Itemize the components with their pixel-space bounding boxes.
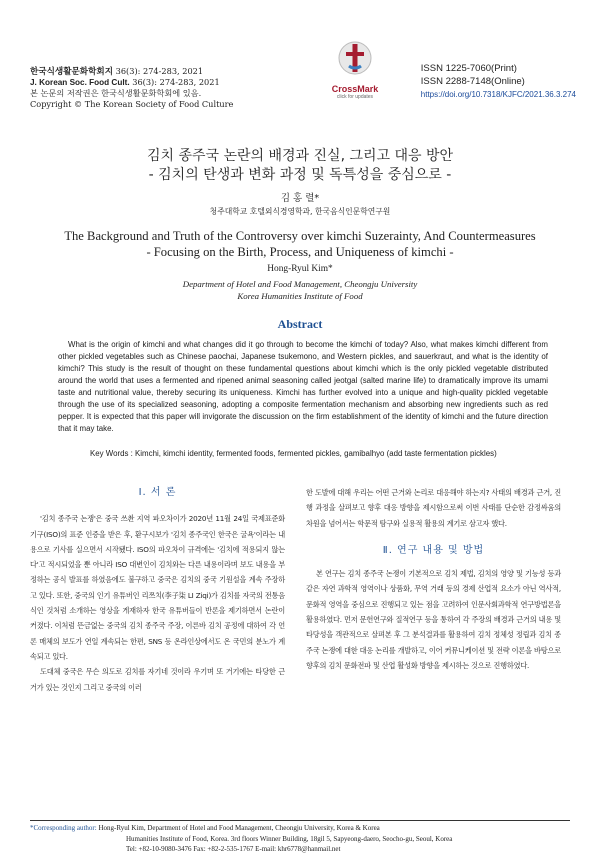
section-2-heading: Ⅱ. 연구 내용 및 방법 <box>382 544 485 556</box>
left-column <box>30 485 285 695</box>
section-1-heading: Ⅰ. 서 론 <box>138 487 177 498</box>
rights-notice: 본 논문의 저작권은 한국식생활문화학회에 있음. <box>30 88 202 99</box>
author-korean: 김 홍 렬* <box>280 193 320 204</box>
crossmark-label: CrossMark <box>331 84 379 94</box>
title-english-main: The Background and Truth of the Controversy over kimchi Suzerainty, And Countermeasures <box>64 229 536 243</box>
issn-online: ISSN 2288-7148(Online) <box>420 76 525 87</box>
title-korean-main: 김치 종주국 논란의 배경과 진실, 그리고 대응 방안 <box>146 148 454 164</box>
section-1-paragraph-3: 한 도발에 대해 우리는 어떤 근거와 논리로 대응해야 하는지? 사태의 배경과 근거, 진행 과정을 살펴보고 향후 대응 방향을 제시함으로써 이번 사태를 단순한 감정싸움의 차원을 넘어서는 학문적 탐구와 실용적 활용의 계기로 삼고자 했다. <box>306 488 561 528</box>
abstract-heading: Abstract <box>277 317 323 331</box>
section-2-paragraph-1: 본 연구는 김치 종주국 논쟁이 기본적으로 김치 제법, 김치의 영양 및 기능성 등과 같은 자연 과학적 영역이나 상품화, 무역 거래 등의 경제 산업적 요소가 아닌 역사적, 문화적 영역을 중심으로 진행되고 있는 점을 고려하여 인문사회과학적 연구방법론을 활용하였다. 먼저 문헌연구와 질적연구 등을 통하여 각 주장의 배경과 근거의 내용 및 타당성을 객관적으로 살펴본 후 그 분석결과를 활용하여 김치 정체성 정립과 김치 종주국 논쟁에 대한 대응 논리를 개발하고, 이어 커뮤니케이션 및 전략 이론을 바탕으로 향후의 김치 문화전파 및 산업 활성화 방향을 제시하는 것으로 진행하였다. <box>306 569 561 670</box>
doi-link[interactable]: https://doi.org/10.7318/KJFC/2021.36.3.274 <box>420 90 576 99</box>
affiliation-english <box>0 278 600 302</box>
keywords <box>90 449 550 458</box>
title-korean-sub: - 김치의 탄생과 변화 과정 및 독특성을 중심으로 - <box>148 167 452 183</box>
title-english <box>0 228 600 260</box>
issn-print: ISSN 1225-7060(Print) <box>420 63 517 74</box>
affiliation-korean: 청주대학교 호텔외식경영학과, 한국음식인문학연구원 <box>209 207 391 216</box>
volume-kor: 36(3): 274-283, 2021 <box>115 66 204 76</box>
abstract-body: What is the origin of kimchi and what changes did it go through to become the kimchi of today? Also, what makes kimchi different from other pickled vegetables such as Chinese paochai, Japanese tsukemono, and Western pickles, and sauerkraut, and what is the identity of kimchi? This study is the result of thought on these fundamental questions about kimchi which is the only pickled vegetable distributed around the world that uses a fermented and ripened animal seasoning called jeotgal (salted marine life) to dramatically improve its umami taste and nutritional value, thereby securing its uniqueness. Kimchi has further evolved into a unique and high-quality pickled vegetable through the use of its specialized seasoning, adopting a composite fermentation mechanism and absorbing new ingredients such as red pepper. It is expected that this paper will invigorate the discussion on the firm establishment of the identity of kimchi and the future direction that it may take. <box>58 340 548 434</box>
footnote-label: *Corresponding author: <box>30 824 97 832</box>
crossmark-icon <box>337 40 373 80</box>
section-1-paragraph-2: 도대체 중국은 무슨 의도로 김치를 자기네 것이라 우기며 또 거기에는 타당한 근거가 있는 것인지 그리고 중국의 이러 <box>30 667 285 692</box>
journal-info <box>30 66 233 109</box>
affiliation-english-2: Korea Humanities Institute of Food <box>237 291 363 301</box>
volume-en: 36(3): 274-283, 2021 <box>132 76 220 87</box>
footnote-line-2: Humanities Institute of Food, Korea. 3rd floors Winner Building, 18gil 5, Sapyeong-daero, Seocho-gu, Seoul, Korea <box>126 834 453 843</box>
journal-title-kor: 한국식생활문화학회지 <box>30 66 114 76</box>
footnote-line-3: Tel: +82-10-9080-3476 Fax: +82-2-535-1767 E-mail: khr6778@hanmail.net <box>126 845 341 853</box>
corresponding-author-footnote <box>30 820 570 855</box>
crossmark-sub: click for updates <box>336 94 374 100</box>
copyright-notice: Copyright © The Korean Society of Food Culture <box>30 98 234 109</box>
affiliation-english-1: Department of Hotel and Food Management, Cheongju University <box>182 279 418 289</box>
title-korean <box>0 147 600 185</box>
crossmark-badge[interactable] <box>328 40 382 100</box>
journal-title-en: J. Korean Soc. Food Cult. <box>30 77 130 87</box>
issn-block <box>421 62 576 101</box>
keywords-label: Key Words : <box>90 449 133 458</box>
footnote-line-1: Hong-Ryul Kim, Department of Hotel and Food Management, Cheongju University, Korea & Korea <box>98 824 380 832</box>
keywords-text: Kimchi, kimchi identity, fermented foods, fermented pickles, gamibalhyo (add taste fermentation pickles) <box>135 449 497 458</box>
title-english-sub: - Focusing on the Birth, Process, and Uniqueness of kimchi - <box>146 245 454 259</box>
right-column <box>306 485 561 673</box>
author-english: Hong-Ryul Kim* <box>267 264 333 274</box>
section-1-paragraph-1: '김치 종주국 논쟁'은 중국 쓰촨 지역 파오차이가 2020년 11월 24일 국제표준화기구(ISO)의 표준 인증을 받은 후, 환구시보가 '김치 종주국인 한국은 굴욕'이라는 내용으로 기사를 실으면서 시작됐다. ISO의 파오차이 규격에는 '김치에 적용되지 않는다'고 적시되었을 뿐 아니라 ISO 대변인이 김치와는 다른 내용이라며 보도 내용을 부정하는 공식 발표를 하였음에도 불구하고 중국은 김치의 중국 기원설을 계속 주장하고 있다. 또한, 중국의 인기 유튜버인 리쯔치(李子柒 LI Ziqi)가 김치를 자국의 전통음식인 것처럼 소개하는 영상을 게재하자 한국 유튜버들이 반론을 제기하면서 논란이 커졌다. 이처럼 뜬금없는 중국의 김치 종주국 주장, 이른바 김치 공정에 대하여 각 언론 매체의 보도가 연일 계속되는 한편, SNS 등 온라인상에서도 온 국민의 분노가 계속되고 있다. <box>30 514 285 661</box>
